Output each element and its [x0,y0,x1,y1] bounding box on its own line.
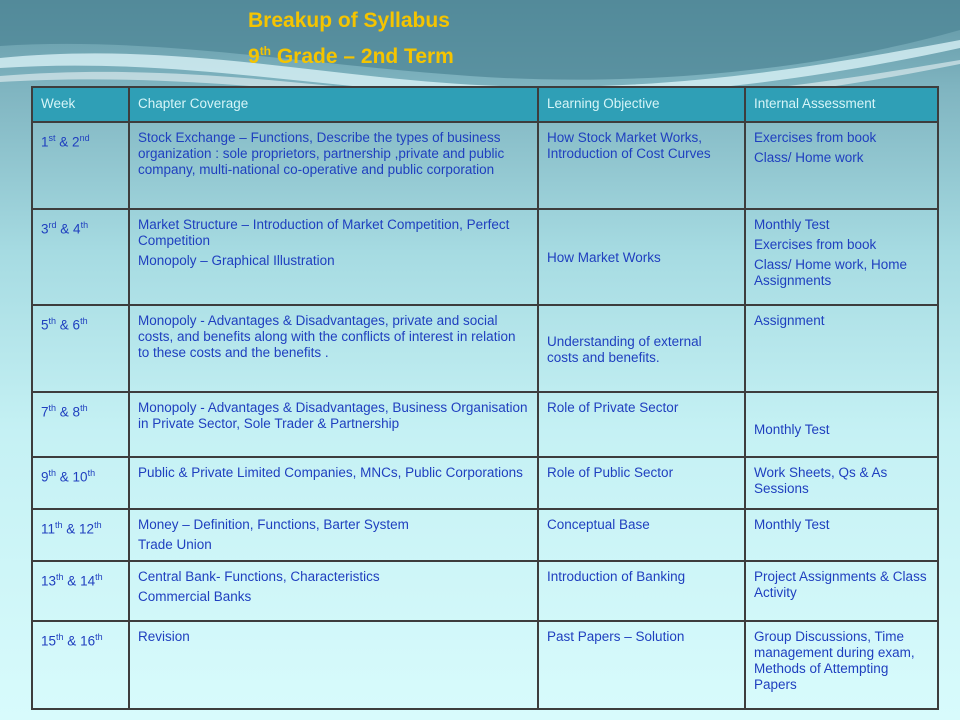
objective-cell: How Market Works [538,209,745,305]
week-start-suffix: th [48,403,57,413]
assessment-cell [745,392,938,457]
assessment-cell [745,122,938,209]
assessment-cell [745,209,938,305]
week-start: 9 [41,469,49,485]
week-start: 13 [41,573,57,589]
chapter-text: Stock Exchange – Functions, Describe the types of business organization : sole proprietors, partnership ,private and public company, multi-national co-operative and public corporation [138,130,505,177]
week-cell: 1st & 2nd [32,122,129,209]
table-row [32,122,938,209]
chapter-cell [129,457,538,509]
syllabus-table [31,86,939,710]
week-cell: 7th & 8th [32,392,129,457]
assessment-text: Monthly Test [754,217,830,232]
assessment-cell [745,561,938,621]
week-end-suffix: nd [79,133,90,143]
assessment-text: Monthly Test [754,517,830,532]
week-start: 7 [41,404,49,420]
assessment-text: Exercises from book [754,237,877,252]
week-end: 10 [72,469,88,485]
table-row [32,209,938,305]
chapter-text: Trade Union [138,537,212,552]
title-grade-number: 9 [248,45,260,68]
week-start-suffix: st [48,133,56,143]
week-cell: 11th & 12th [32,509,129,561]
chapter-text: Public & Private Limited Companies, MNCs, Public Corporations [138,465,523,480]
chapter-cell [129,305,538,392]
title-grade-suffix: th [259,44,272,58]
week-start: 11 [41,521,56,537]
week-end: 8 [72,404,81,420]
table-row [32,457,938,509]
objective-cell: Understanding of external costs and benefits. [538,305,745,392]
week-end: 4 [73,221,81,237]
table-row [32,509,938,561]
assessment-text: Assignment [754,313,825,328]
table-row [32,305,938,392]
chapter-cell [129,509,538,561]
week-start: 3 [41,221,49,237]
week-end-suffix: th [94,520,102,530]
table-row [32,561,938,621]
header-internal-assessment: Internal Assessment [745,87,938,122]
table-row [32,621,938,709]
week-end: 12 [79,521,95,537]
week-cell: 3rd & 4th [32,209,129,305]
week-end-suffix: th [80,403,88,413]
week-end: 16 [80,633,96,649]
week-end-suffix: th [87,468,96,478]
week-start-suffix: th [56,572,64,582]
slide-title [248,6,454,72]
week-end-suffix: th [80,316,88,326]
chapter-text: Revision [138,629,190,644]
assessment-text: Project Assignments & Class Activity [754,569,927,600]
title-line-1: Breakup of Syllabus [248,9,450,32]
assessment-cell [745,509,938,561]
chapter-text: Money – Definition, Functions, Barter System [138,517,409,532]
objective-cell: Role of Public Sector [538,457,745,509]
assessment-text: Exercises from book [754,130,877,145]
week-start: 1 [41,134,49,150]
week-cell: 15th & 16th [32,621,129,709]
objective-cell: How Stock Market Works, Introduction of Cost Curves [538,122,745,209]
week-cell: 5th & 6th [32,305,129,392]
chapter-cell [129,122,538,209]
week-end: 6 [72,317,81,333]
assessment-text: Class/ Home work [754,150,864,165]
assessment-text: Class/ Home work, Home Assignments [754,257,908,288]
week-start-suffix: rd [48,220,57,230]
table-header-row [32,87,938,122]
header-chapter-coverage: Chapter Coverage [129,87,538,122]
week-start-suffix: th [48,316,57,326]
week-start-suffix: th [48,468,57,478]
assessment-cell [745,457,938,509]
chapter-text: Central Bank- Functions, Characteristics [138,569,380,584]
assessment-text: Group Discussions, Time management during exam, Methods of Attempting Papers [754,629,915,692]
header-learning-objective: Learning Objective [538,87,745,122]
assessment-text: Work Sheets, Qs & As Sessions [754,465,888,496]
title-term-text: Grade – 2nd Term [271,45,454,68]
chapter-text: Market Structure – Introduction of Market Competition, Perfect Competition [138,217,510,248]
week-start: 5 [41,317,49,333]
week-cell: 13th & 14th [32,561,129,621]
chapter-text: Monopoly - Advantages & Disadvantages, Business Organisation in Private Sector, Sole Trader & Partnership [138,400,528,431]
week-end: 14 [80,573,96,589]
chapter-text: Monopoly – Graphical Illustration [138,253,335,268]
assessment-cell [745,621,938,709]
week-cell: 9th & 10th [32,457,129,509]
objective-cell: Introduction of Banking [538,561,745,621]
chapter-cell [129,561,538,621]
objective-cell: Role of Private Sector [538,392,745,457]
table-row [32,392,938,457]
title-line-2 [248,36,454,72]
week-start: 15 [41,633,57,649]
week-start-suffix: th [55,520,63,530]
chapter-text: Commercial Banks [138,589,252,604]
assessment-text: Monthly Test [754,422,830,437]
chapter-cell [129,209,538,305]
objective-cell: Conceptual Base [538,509,745,561]
week-end-suffix: th [95,572,103,582]
objective-cell: Past Papers – Solution [538,621,745,709]
assessment-cell [745,305,938,392]
chapter-cell [129,392,538,457]
week-end: 2 [72,134,80,150]
week-end-suffix: th [80,220,89,230]
week-end-suffix: th [95,632,103,642]
header-week: Week [32,87,129,122]
chapter-text: Monopoly - Advantages & Disadvantages, private and social costs, and benefits along with the conflicts of interest in relation to these costs and the benefits . [138,313,516,360]
chapter-cell [129,621,538,709]
week-start-suffix: th [56,632,64,642]
